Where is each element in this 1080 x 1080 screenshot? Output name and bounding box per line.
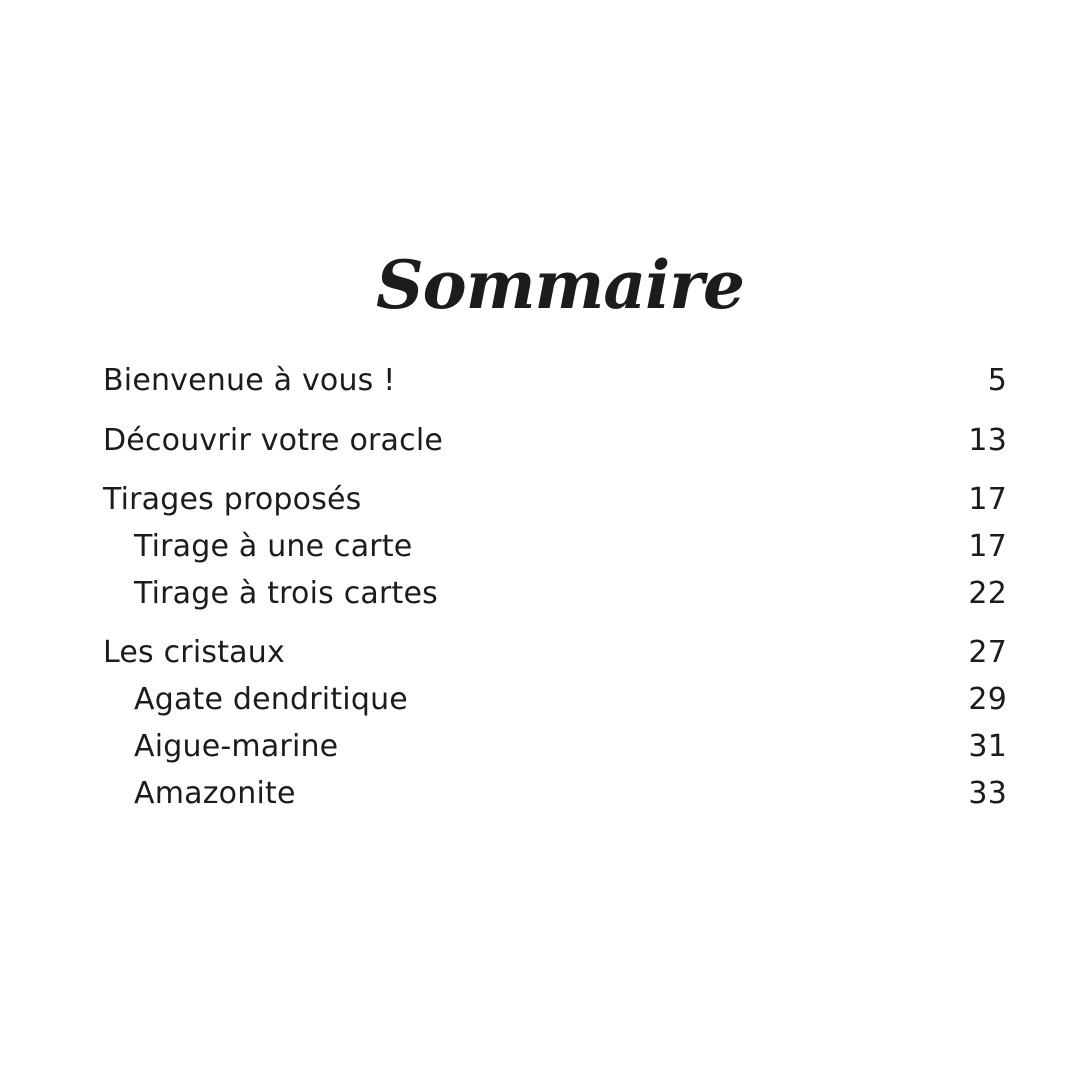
toc-entry-label: Tirage à une carte bbox=[134, 529, 413, 564]
toc-entry-page: 33 bbox=[968, 776, 1007, 811]
toc-entry-label: Bienvenue à vous ! bbox=[103, 363, 396, 398]
page-title: Sommaire bbox=[376, 246, 744, 324]
toc-subentry-aigue-marine[interactable] bbox=[103, 727, 1007, 767]
toc-subentry-tirage-une-carte[interactable] bbox=[103, 527, 1007, 567]
toc-entry-label: Les cristaux bbox=[103, 635, 285, 670]
toc-entry-decouvrir[interactable] bbox=[103, 421, 1007, 461]
toc-entry-label: Agate dendritique bbox=[134, 682, 408, 717]
toc-entry-page: 13 bbox=[968, 423, 1007, 458]
toc-entry-page: 17 bbox=[968, 482, 1007, 517]
toc-entry-label: Tirages proposés bbox=[103, 482, 362, 517]
toc-entry-bienvenue[interactable] bbox=[103, 361, 1007, 401]
toc-entry-page: 17 bbox=[968, 529, 1007, 564]
toc-entry-label: Aigue-marine bbox=[134, 729, 339, 764]
toc-entry-label: Découvrir votre oracle bbox=[103, 423, 444, 458]
toc-subentry-agate[interactable] bbox=[103, 680, 1007, 720]
toc-subentry-tirage-trois-cartes[interactable] bbox=[103, 574, 1007, 614]
toc-entry-label: Amazonite bbox=[134, 776, 296, 811]
toc-entry-page: 22 bbox=[968, 576, 1007, 611]
toc-entry-tirages[interactable] bbox=[103, 480, 1007, 520]
toc-entry-page: 31 bbox=[968, 729, 1007, 764]
toc-entry-page: 27 bbox=[968, 635, 1007, 670]
toc-subentry-amazonite[interactable] bbox=[103, 774, 1007, 814]
toc-entry-page: 29 bbox=[968, 682, 1007, 717]
toc-entry-page: 5 bbox=[987, 363, 1007, 398]
toc-entry-cristaux[interactable] bbox=[103, 633, 1007, 673]
toc-entry-label: Tirage à trois cartes bbox=[134, 576, 438, 611]
